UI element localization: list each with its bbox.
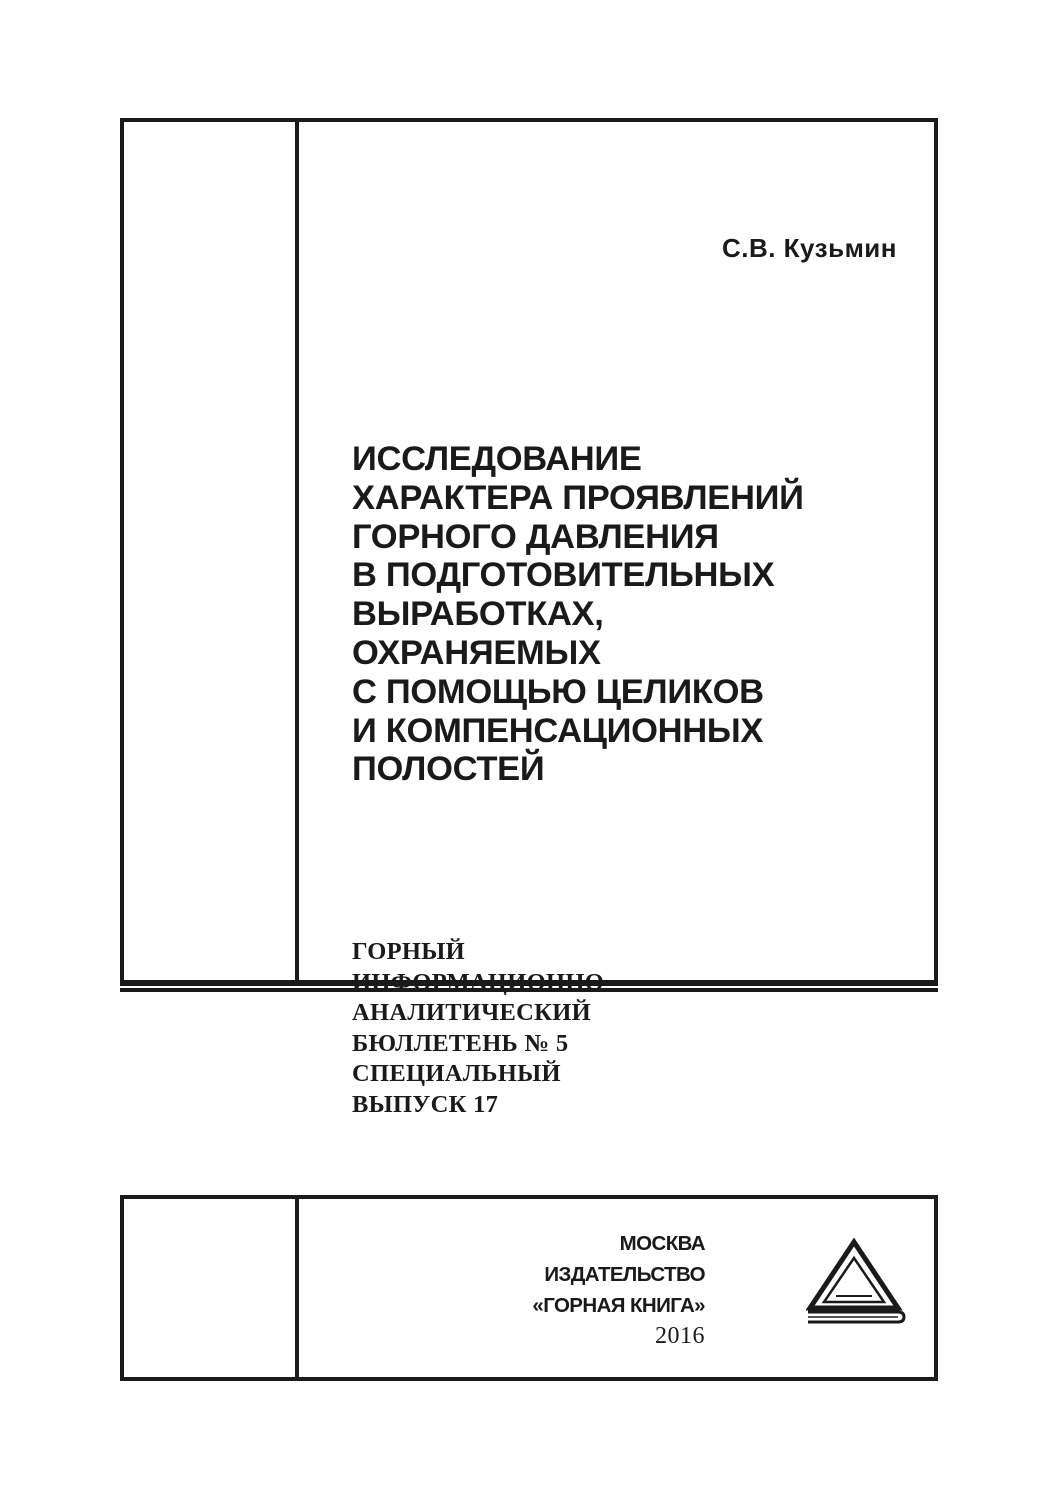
publication-year: 2016 — [655, 1323, 705, 1349]
author-name: С.В. Кузьмин — [721, 233, 897, 263]
title-line: И КОМПЕНСАЦИОННЫХ — [352, 711, 764, 750]
series-line: ГОРНЫЙ — [352, 938, 465, 965]
title-line: ИССЛЕДОВАНИЕ — [352, 440, 642, 478]
title-line: ХАРАКТЕРА ПРОЯВЛЕНИЙ — [352, 478, 804, 517]
series-line: АНАЛИТИЧЕСКИЙ — [352, 999, 591, 1026]
series-line: БЮЛЛЕТЕНЬ № 5 — [352, 1029, 569, 1057]
publisher-triangle-book-logo-icon — [806, 1238, 906, 1328]
series-name — [352, 937, 772, 1120]
title-line: ВЫРАБОТКАХ, — [352, 595, 604, 634]
book-title — [352, 440, 912, 789]
series-line: ВЫПУСК 17 — [352, 1090, 499, 1118]
title-line: ОХРАНЯЕМЫХ — [352, 633, 601, 672]
publisher-imprint — [500, 1228, 705, 1352]
title-line: ГОРНОГО ДАВЛЕНИЯ — [352, 517, 719, 556]
frame-bottom-vertical-rule — [295, 1199, 299, 1377]
series-line: ИНФОРМАЦИОННО- — [352, 968, 613, 996]
title-line: ПОЛОСТЕЙ — [352, 750, 545, 789]
publisher-house: ИЗДАТЕЛЬСТВО — [544, 1263, 705, 1286]
title-line: В ПОДГОТОВИТЕЛЬНЫХ — [352, 556, 775, 595]
publisher-name: «ГОРНАЯ КНИГА» — [532, 1294, 705, 1317]
publisher-city: МОСКВА — [619, 1232, 705, 1255]
title-line: С ПОМОЩЬЮ ЦЕЛИКОВ — [352, 672, 764, 711]
series-line: СПЕЦИАЛЬНЫЙ — [352, 1060, 561, 1087]
frame-top-vertical-rule — [295, 122, 299, 980]
